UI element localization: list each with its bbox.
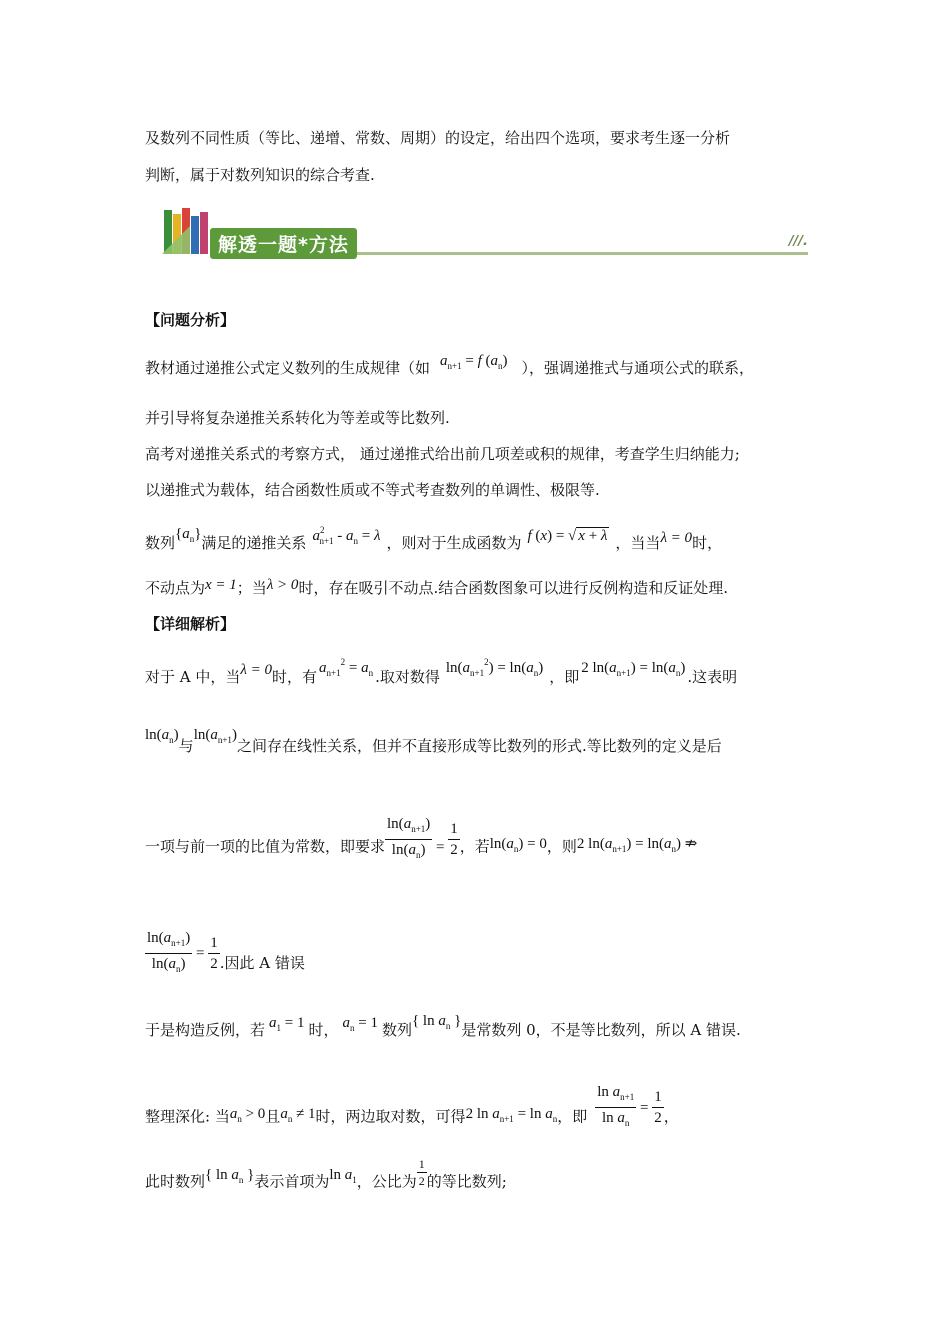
formula-ln-an1: $\ln(a_{n+1})$ bbox=[193, 727, 237, 745]
text: 对于 A 中，当 bbox=[145, 668, 241, 686]
formula-a1-eq1: $a_1 = 1$ bbox=[269, 1015, 305, 1033]
formula-seq-ln-an: { $\ln a_n$ } bbox=[205, 1166, 255, 1185]
text: 整理深化: 当 bbox=[145, 1107, 230, 1126]
formula-an-eq1: $a_n = 1$ bbox=[342, 1015, 378, 1033]
banner-title: 解透一题*方法 bbox=[210, 228, 357, 259]
detail-line-6: 整理深化: 当$a_n > 0$且$a_n \ne 1$时，两边取对数，可得2 $\ln a_{n+1} = \ln a_n$，即 $\frac{\ln a_{n+1}}{\ln a_n}$ = $\frac{1}{2}$ ， bbox=[145, 1092, 679, 1143]
formula-seq-ln-an: { $\ln a_n$ } bbox=[411, 1013, 462, 1031]
detail-line-7 bbox=[145, 1157, 507, 1199]
formula-an-gt0: $a_n > 0$ bbox=[229, 1105, 266, 1124]
formula-half: $\frac{1}{2}$ bbox=[450, 821, 458, 858]
text: ，则对于生成函数为 bbox=[386, 534, 522, 552]
detail-line-1 bbox=[145, 657, 738, 693]
text: .因此 A 错误 bbox=[219, 953, 305, 972]
analysis-line-3: 高考对递推关系式的考察方式， 通过递推式给出前几项差或积的规律，考查学生归纳能力; bbox=[145, 445, 740, 463]
formula-generator: f (x) = √ x + λ bbox=[527, 528, 608, 544]
formula-sq-recurrence: $a_{n+1}^2 = a_n$ bbox=[319, 657, 374, 678]
formula-recurrence-lambda: $a^2_{n+1} - a_n = \lambda$ bbox=[312, 525, 381, 546]
formula-half: $\frac{1}{2}$ bbox=[654, 1089, 662, 1126]
analysis-line-2: 并引导将复杂递推关系转化为等差或等比数列. bbox=[145, 409, 450, 427]
text: 时，存在吸引不动点.结合函数图象可以进行反例构造和反证处理. bbox=[298, 579, 728, 597]
text: 时， bbox=[308, 1021, 339, 1039]
text: 教材通过递推公式定义数列的生成规律（如 bbox=[145, 359, 431, 377]
text: ），强调递推式与通项公式的联系， bbox=[521, 359, 754, 377]
formula-half: $\frac{1}{2}$ bbox=[418, 1157, 425, 1188]
analysis-line-6 bbox=[145, 578, 728, 599]
text: ；当 bbox=[236, 579, 267, 597]
section-title-analysis: 【问题分析】 bbox=[145, 311, 236, 329]
text: .这表明 bbox=[687, 668, 738, 686]
text: 一项与前一项的比值为常数，即要求 bbox=[145, 837, 386, 856]
formula-ratio: $\frac{\ln(a_{n+1})}{\ln(a_n)}$ bbox=[387, 816, 431, 860]
text: 且 bbox=[265, 1107, 281, 1126]
detail-line-5 bbox=[145, 1013, 741, 1046]
intro-line-1: 及数列不同性质（等比、递增、常数、周期）的设定，给出四个选项，要求考生逐一分析 bbox=[145, 129, 731, 147]
text: ，公比为 bbox=[356, 1172, 417, 1191]
text: 于是构造反例，若 bbox=[145, 1021, 266, 1039]
text: 时，有 bbox=[272, 668, 318, 686]
intro-line-2: 判断，属于对数列知识的综合考查. bbox=[145, 166, 375, 184]
detail-line-2 bbox=[145, 727, 722, 762]
formula-recurrence: $a_{n+1} = f$ $(a_n)$ bbox=[440, 353, 508, 371]
formula-ratio: $\frac{\ln(a_{n+1})}{\ln(a_n)}$ bbox=[147, 930, 191, 974]
text: 不动点为 bbox=[145, 579, 206, 597]
text: ，当当 bbox=[615, 534, 661, 552]
formula-not-implies: 2 $\ln(a_{n+1}) = \ln(a_n)$ ⇏ bbox=[576, 835, 698, 854]
formula-half: $\frac{1}{2}$ bbox=[210, 935, 218, 972]
text: ，若 bbox=[459, 837, 490, 856]
section-title-detail: 【详细解析】 bbox=[145, 615, 236, 633]
text: 时，两边取对数，可得 bbox=[315, 1107, 466, 1126]
text: ，即 bbox=[557, 1107, 588, 1126]
formula-ln-an-eq0: $\ln(a_n) = 0$ bbox=[489, 835, 547, 854]
text: 与 bbox=[178, 737, 194, 755]
method-banner bbox=[160, 206, 808, 258]
detail-line-3: 一项与前一项的比值为常数，即要求 $\frac{\ln(a_{n+1})}{\ln(a_n)}$ = $\frac{1}{2}$ ，若$\ln(a_n) = 0$，则2 $\ln(a_{n+1}) = \ln(a_n)$ ⇏ bbox=[145, 822, 697, 873]
text: ，则 bbox=[546, 837, 577, 856]
text: 表示首项为 bbox=[254, 1172, 330, 1191]
text: ， bbox=[663, 1107, 679, 1126]
books-icon bbox=[160, 206, 216, 258]
analysis-line-4: 以递推式为载体，结合函数性质或不等式考查数列的单调性、极限等. bbox=[145, 481, 600, 499]
text: 数列 bbox=[145, 534, 176, 552]
analysis-line-5 bbox=[145, 525, 723, 559]
formula-2ln: 2 $\ln a_{n+1} = \ln a_n$ bbox=[465, 1105, 558, 1124]
analysis-line-1 bbox=[145, 353, 754, 384]
formula-ln-a1: $\ln a_1$ bbox=[329, 1166, 357, 1185]
detail-line-4: $\frac{\ln(a_{n+1})}{\ln(a_n)}$ = $\frac{1}{2}$ .因此 A 错误 bbox=[145, 928, 305, 979]
formula-ln-ratio: $\frac{\ln a_{n+1}}{\ln a_n}$ bbox=[597, 1084, 635, 1128]
text: 是常数列 0，不是等比数列，所以 A 错误. bbox=[461, 1021, 741, 1039]
formula-x-eq1: x = 1 bbox=[205, 577, 237, 593]
banner-underline bbox=[350, 252, 808, 255]
text: 此时数列 bbox=[145, 1172, 206, 1191]
formula-lambda-eq0: λ = 0 bbox=[660, 530, 693, 546]
formula-seq-an: $\{a_n\}$ bbox=[175, 526, 202, 544]
formula-log-sq: $\ln(a_{n+1}^2) = \ln(a_n)$ bbox=[445, 657, 544, 678]
text: 满足的递推关系 bbox=[201, 534, 307, 552]
formula-ln-an: $\ln(a_n)$ bbox=[145, 727, 179, 745]
text: .取对数得 bbox=[375, 668, 440, 686]
text: ，即 bbox=[549, 668, 580, 686]
banner-mark: ///. bbox=[788, 234, 808, 249]
formula-lambda-eq0: λ = 0 bbox=[240, 662, 272, 678]
text: 时， bbox=[692, 534, 723, 552]
text: 数列 bbox=[381, 1021, 412, 1039]
text: 之间存在线性关系，但并不直接形成等比数列的形式.等比数列的定义是后 bbox=[236, 737, 722, 755]
text: 的等比数列; bbox=[426, 1172, 507, 1191]
formula-2log: 2 $\ln(a_{n+1}) = \ln(a_n)$ bbox=[581, 660, 686, 678]
formula-lambda-gt0: λ > 0 bbox=[266, 577, 299, 593]
formula-an-ne1: $a_n \ne 1$ bbox=[280, 1105, 316, 1124]
